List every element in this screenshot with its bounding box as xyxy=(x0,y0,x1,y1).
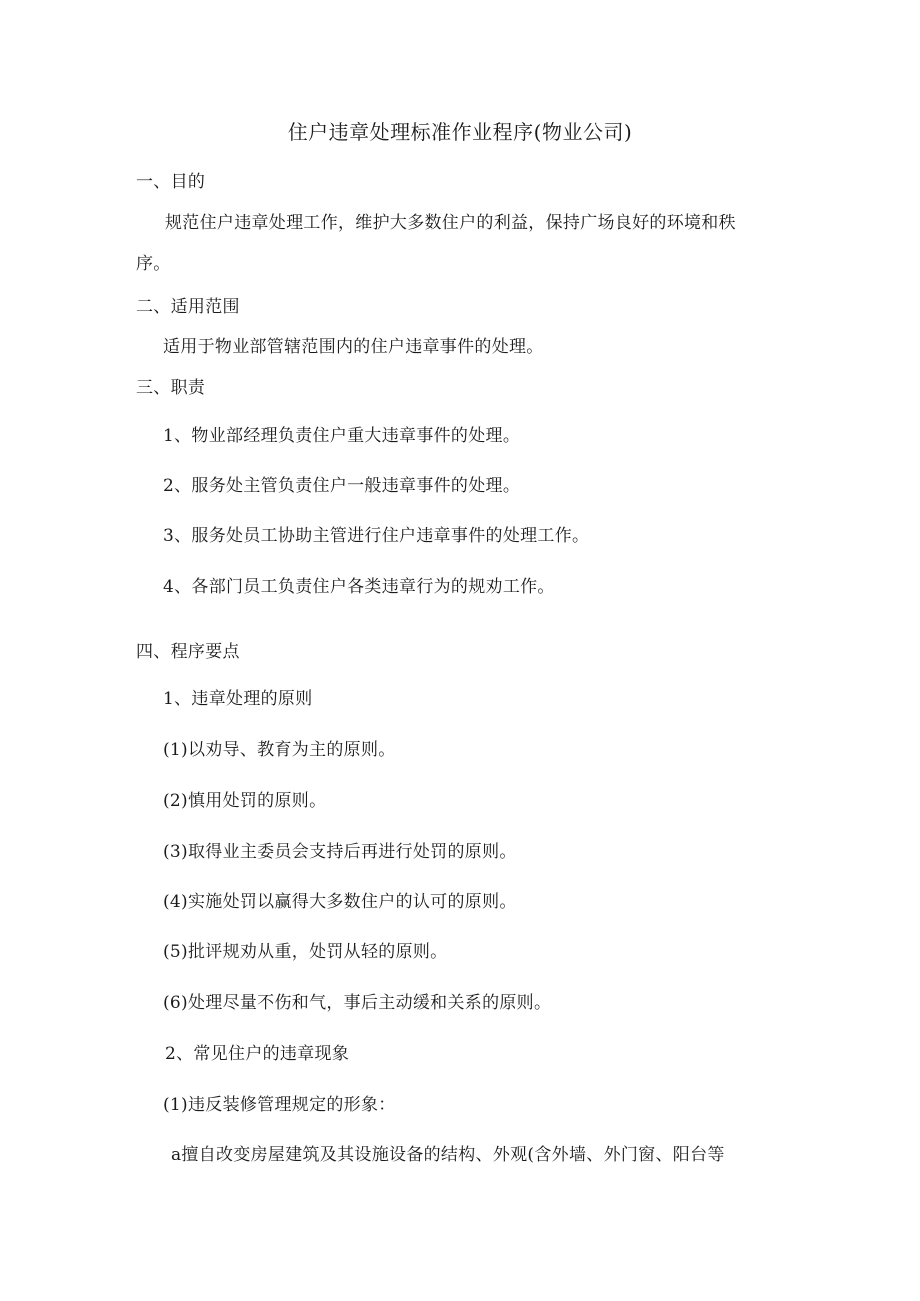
section-4-sub2-item: (1)违反装修管理规定的形象： xyxy=(163,1095,396,1115)
section-1-heading: 一、目的 xyxy=(136,172,206,192)
section-4-sub2-heading: 2、常见住户的违章现象 xyxy=(165,1044,350,1064)
section-4-sub1-item: (4)实施处罚以赢得大多数住户的认可的原则。 xyxy=(163,892,517,912)
section-2-paragraph: 适用于物业部管辖范围内的住户违章事件的处理。 xyxy=(163,337,544,357)
section-4-sub1-heading: 1、违章处理的原则 xyxy=(163,689,313,709)
section-4-heading: 四、程序要点 xyxy=(136,642,240,662)
section-3-item: 1、物业部经理负责住户重大违章事件的处理。 xyxy=(163,426,521,446)
section-3-heading: 三、职责 xyxy=(136,378,206,398)
section-4-sub1-item: (5)批评规劝从重，处罚从轻的原则。 xyxy=(163,942,448,962)
section-4-sub2-item-a: a擅自改变房屋建筑及其设施设备的结构、外观(含外墙、外门窗、阳台等 xyxy=(171,1145,725,1165)
section-3-item: 2、服务处主管负责住户一般违章事件的处理。 xyxy=(163,476,521,496)
section-4-sub1-item: (3)取得业主委员会支持后再进行处罚的原则。 xyxy=(163,842,517,862)
section-4-sub1-item: (1)以劝导、教育为主的原则。 xyxy=(163,740,396,760)
section-1-paragraph-line-1: 规范住户违章处理工作，维护大多数住户的利益，保持广场良好的环境和秩 xyxy=(165,213,736,233)
section-4-sub1-item: (6)处理尽量不伤和气，事后主动缓和关系的原则。 xyxy=(163,993,552,1013)
section-3-item: 4、各部门员工负责住户各类违章行为的规劝工作。 xyxy=(163,577,555,597)
section-2-heading: 二、适用范围 xyxy=(136,297,240,317)
section-4-sub1-item: (2)慎用处罚的原则。 xyxy=(163,791,327,811)
section-3-item: 3、服务处员工协助主管进行住户违章事件的处理工作。 xyxy=(163,526,590,546)
document-title: 住户违章处理标准作业程序(物业公司) xyxy=(287,120,633,144)
section-1-paragraph-line-2: 序。 xyxy=(136,254,171,274)
